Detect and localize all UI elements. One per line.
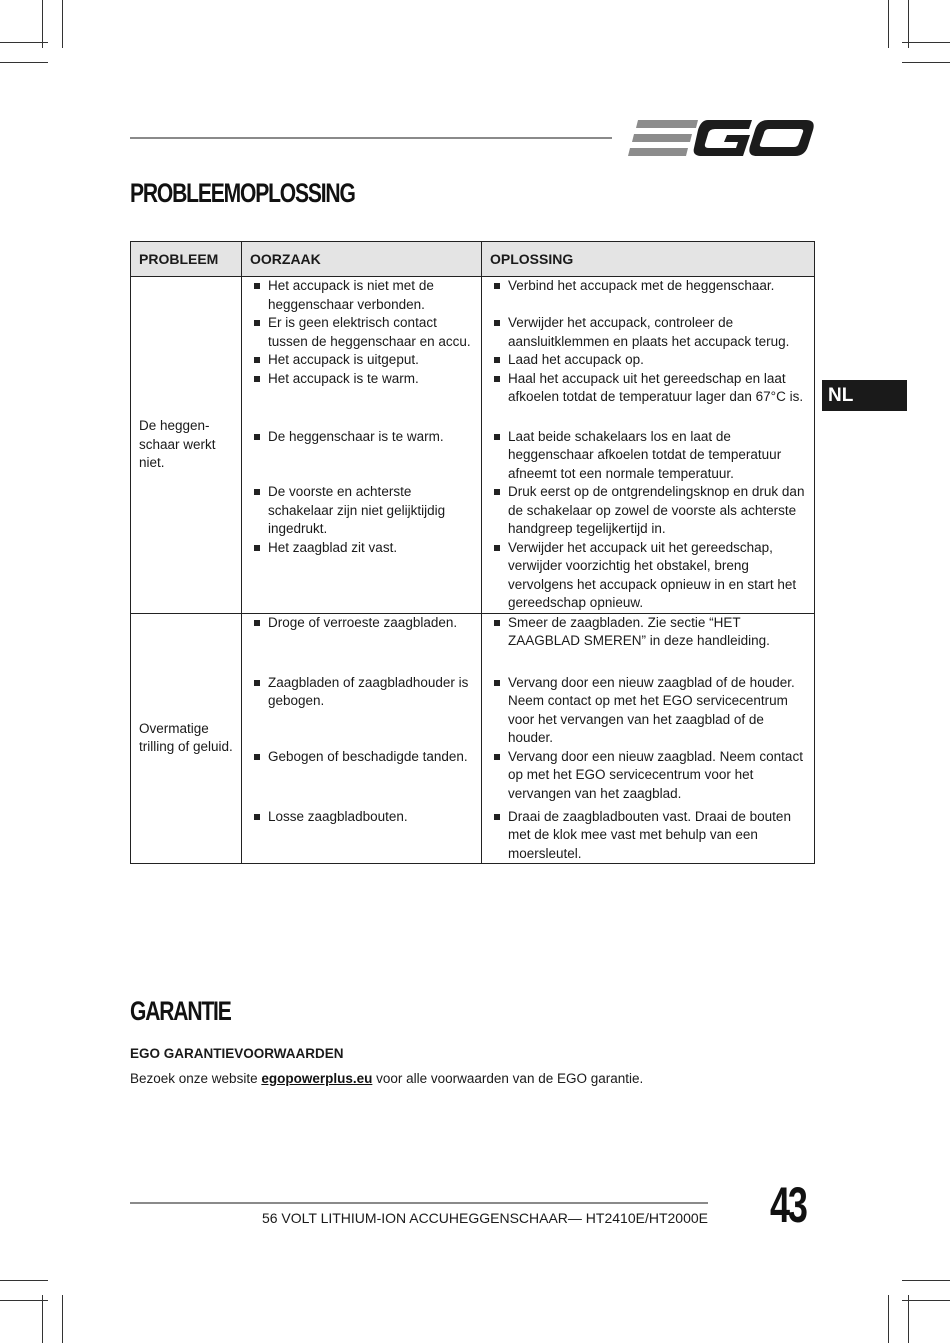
crop-mark <box>42 1295 43 1343</box>
crop-mark <box>0 62 48 63</box>
table-row <box>131 277 815 315</box>
solution-item: Laat beide schakelaars los en laat de heggenschaar afkoelen totdat de temperatuur afneemt tot een normale temperatuur. <box>482 428 814 484</box>
cause-item: Losse zaagbladbouten. <box>242 808 481 827</box>
crop-mark <box>62 1295 63 1343</box>
warranty-subhead: EGO GARANTIEVOORWAARDEN <box>130 1046 344 1061</box>
crop-mark <box>42 0 43 48</box>
cause-item: De voorste en achterste schakelaar zijn niet gelijktijdig ingedrukt. <box>242 483 481 539</box>
cause-item: Het accupack is te warm. <box>242 370 481 389</box>
solution-item: Vervang door een nieuw zaagblad of de houder. Neem contact op met het EGO servicecentrum voor het vervangen van het zaagblad of de houder. <box>482 674 814 748</box>
website-link[interactable]: egopowerplus.eu <box>261 1071 373 1086</box>
header-oorzaak: OORZAAK <box>242 242 482 277</box>
crop-mark <box>902 62 950 63</box>
crop-mark <box>908 1295 909 1343</box>
crop-mark <box>888 0 889 48</box>
warranty-text-before: Bezoek onze website <box>130 1071 262 1086</box>
solution-item: Haal het accupack uit het gereedschap en laat afkoelen totdat de temperatuur lager dan 67°C is. <box>482 370 814 407</box>
language-tab: NL <box>822 380 907 411</box>
header-rule <box>130 137 612 139</box>
crop-mark <box>902 1280 950 1281</box>
problem-cell: Overmatige trilling of geluid. <box>131 613 242 864</box>
crop-mark <box>62 0 63 48</box>
crop-mark <box>0 1280 48 1281</box>
solution-item: Smeer de zaagbladen. Zie sectie “HET ZAAGBLAD SMEREN” in deze handleiding. <box>482 614 814 651</box>
solution-item: Vervang door een nieuw zaagblad. Neem contact op met het EGO servicecentrum voor het vervangen van het zaagblad. <box>482 748 814 804</box>
warranty-text-after: voor alle voorwaarden van de EGO garantie. <box>372 1071 644 1086</box>
header-probleem: PROBLEEM <box>131 242 242 277</box>
cause-item: Het zaagblad zit vast. <box>242 539 481 558</box>
crop-mark <box>902 42 950 43</box>
section-title: PROBLEEMOPLOSSING <box>130 178 355 208</box>
crop-mark <box>0 42 48 43</box>
cause-item: Er is geen elektrisch contact tussen de heggenschaar en accu. <box>242 314 481 351</box>
page-number: 43 <box>770 1177 806 1233</box>
cause-item: Het accupack is uitgeput. <box>242 351 481 370</box>
table-header-row <box>131 242 815 277</box>
cause-item: Het accupack is niet met de heggenschaar verbonden. <box>242 277 481 314</box>
cause-item: De heggenschaar is te warm. <box>242 428 481 447</box>
cause-item: Gebogen of beschadigde tanden. <box>242 748 481 767</box>
table-row <box>131 613 815 674</box>
footer-text: 56 VOLT LITHIUM-ION ACCUHEGGENSCHAAR— HT2410E/HT2000E <box>261 1210 708 1226</box>
crop-mark <box>0 1300 48 1301</box>
warranty-text <box>130 1071 643 1086</box>
solution-item: Verwijder het accupack, controleer de aansluitklemmen en plaats het accupack terug. <box>482 314 814 351</box>
crop-mark <box>888 1295 889 1343</box>
cause-item: Zaagbladen of zaagbladhouder is gebogen. <box>242 674 481 711</box>
troubleshooting-table <box>130 241 815 864</box>
solution-item: Draai de zaagbladbouten vast. Draai de bouten met de klok mee vast met behulp van een moersleutel. <box>482 808 814 864</box>
header-oplossing: OPLOSSING <box>482 242 815 277</box>
crop-mark <box>902 1300 950 1301</box>
crop-mark <box>908 0 909 48</box>
footer-rule <box>130 1202 708 1204</box>
solution-item: Druk eerst op de ontgrendelingsknop en druk dan de schakelaar op zowel de voorste als achterste handgreep tegelijkertijd in. <box>482 483 814 539</box>
section-title: GARANTIE <box>130 996 231 1026</box>
cause-item: Droge of verroeste zaagbladen. <box>242 614 481 633</box>
ego-logo <box>628 116 814 160</box>
solution-item: Verwijder het accupack uit het gereedschap, verwijder voorzichtig het obstakel, breng vervolgens het accupack opnieuw in en start het gereedschap opnieuw. <box>482 539 814 613</box>
solution-item: Verbind het accupack met de heggenschaar. <box>482 277 814 296</box>
solution-item: Laad het accupack op. <box>482 351 814 370</box>
problem-cell: De heggen- schaar werkt niet. <box>131 277 242 614</box>
